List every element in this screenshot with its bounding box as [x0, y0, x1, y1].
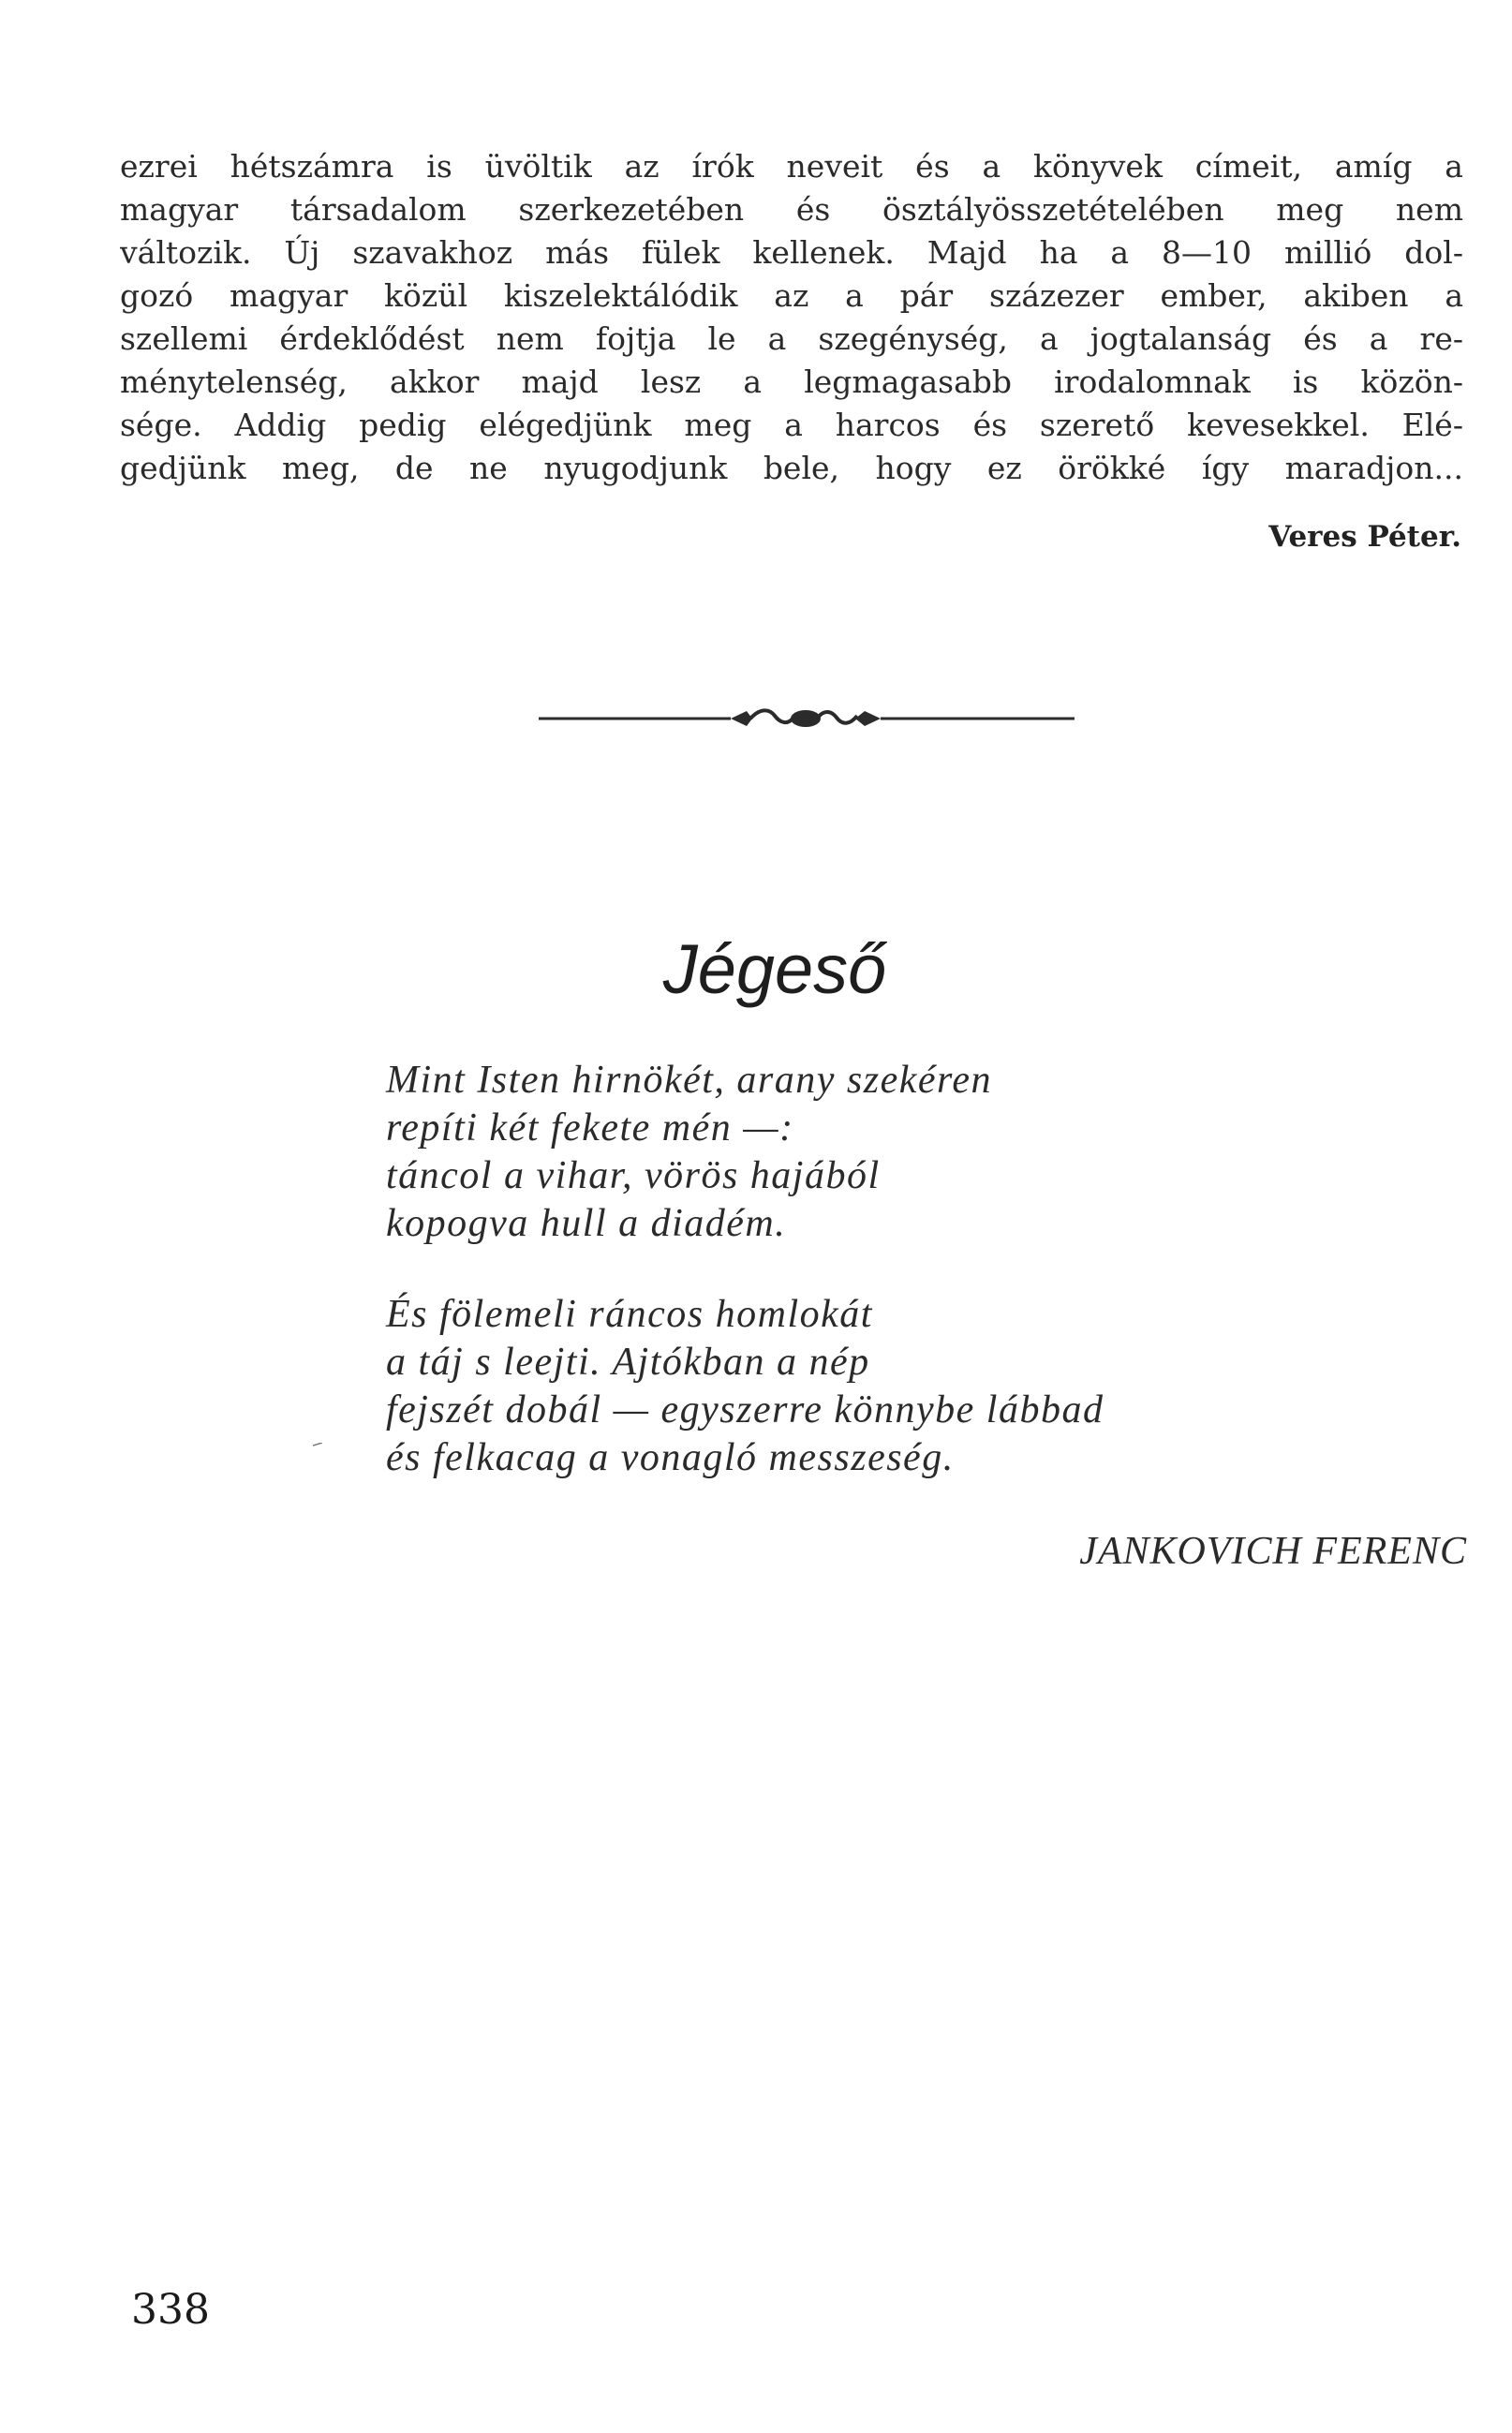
ornamental-divider-icon	[539, 706, 1075, 731]
prose-line: sége. Addig pedig elégedjünk meg a harcos és szerető kevesekkel. Elé-	[120, 407, 1463, 443]
poem-verse: kopogva hull a diadém.	[386, 1202, 787, 1245]
prose-line: változik. Új szavakhoz más fülek kellenek. Majd ha a 8—10 millió dol-	[120, 234, 1463, 271]
prose-line: gedjünk meg, de ne nyugodjunk bele, hogy ez örökké így maradjon...	[120, 450, 1463, 486]
poem-verse: És fölemeli ráncos homlokát	[386, 1293, 873, 1336]
poem-verse: repíti két fekete mén —:	[386, 1106, 794, 1150]
poem-verse: és felkacag a vonagló messzeség.	[386, 1436, 955, 1479]
poem-title: Jégeső	[662, 930, 887, 1008]
page-number: 338	[131, 2286, 210, 2334]
poem-author: JANKOVICH FERENC	[1079, 1530, 1467, 1573]
poem-verse: Mint Isten hirnökét, arany szekéren	[386, 1059, 992, 1102]
prose-line: szellemi érdeklődést nem fojtja le a szegénység, a jogtalanság és a re-	[120, 320, 1463, 357]
poem-verse: táncol a vihar, vörös hajából	[386, 1154, 881, 1197]
poem-stanza	[386, 1057, 1370, 1248]
prose-line: ezrei hétszámra is üvöltik az írók neveit és a könyvek címeit, amíg a	[120, 148, 1463, 185]
prose-signature: Veres Péter.	[1268, 520, 1461, 554]
prose-line: magyar társadalom szerkezetében és ösztályösszetételében meg nem	[120, 191, 1463, 228]
prose-line: gozó magyar közül kiszelektálódik az a pár százezer ember, akiben a	[120, 277, 1463, 314]
poem-stanza	[386, 1291, 1370, 1482]
prose-paragraph	[120, 145, 1463, 490]
poem-verse: a táj s leejti. Ajtókban a nép	[386, 1341, 870, 1384]
poem-verse: fejszét dobál — egyszerre könnybe lábbad	[386, 1388, 1104, 1432]
prose-line: ménytelenség, akkor majd lesz a legmagasabb irodalomnak is közön-	[120, 363, 1463, 400]
ink-speck-icon	[313, 1443, 322, 1446]
